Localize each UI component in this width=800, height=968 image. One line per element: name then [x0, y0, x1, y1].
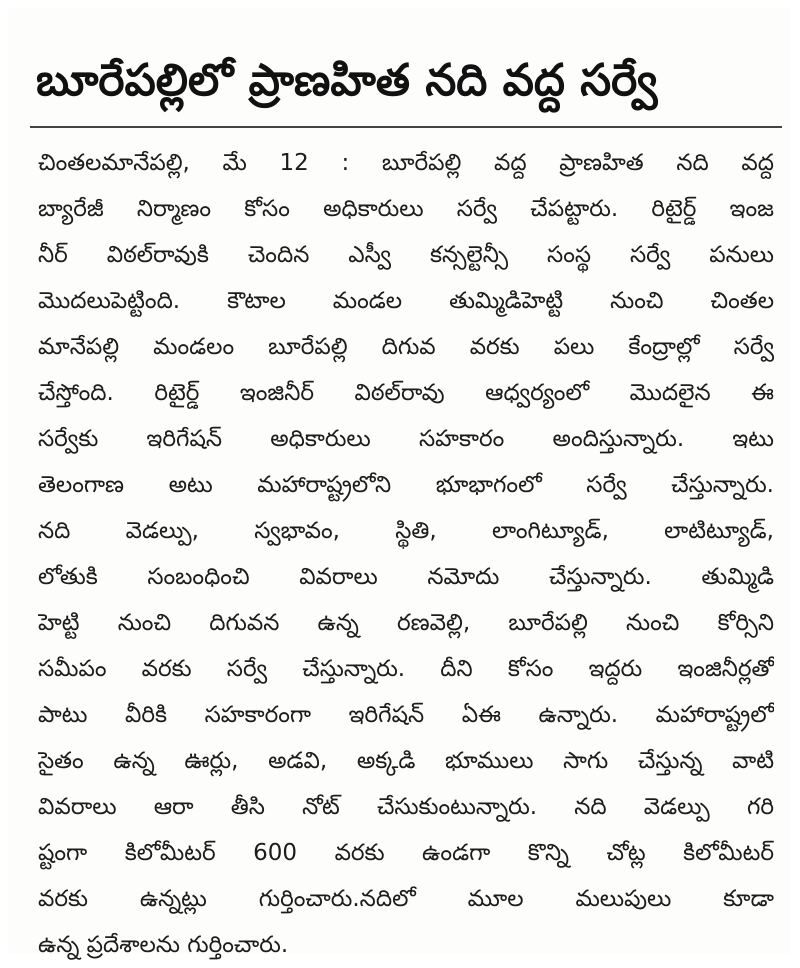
headline: బూరేపల్లిలో ప్రాణహిత నది వద్ద సర్వే — [36, 55, 658, 106]
article-line: నది వెడల్పు, స్వభావం, స్థితి, లాంగిట్యూడ్, లాటిట్యూడ్, — [38, 518, 774, 544]
article-line: బ్యారేజీ నిర్మాణం కోసం అధికారులు సర్వే చేపట్టారు. రిటైర్డ్ ఇంజ — [38, 196, 774, 222]
article-line: లోతుకి సంబంధించి వివరాలు నమోదు చేస్తున్నారు. తుమ్మిడి — [38, 564, 774, 590]
article-line: చింతలమానేపల్లి, మే 12 : బూరేపల్లి వద్ద ప్రాణహిత నది వద్ద — [38, 150, 774, 176]
article-line: సమీపం వరకు సర్వే చేస్తున్నారు. దీని కోసం ఇద్దరు ఇంజినీర్లతో — [38, 656, 774, 682]
article-line: సర్వేకు ఇరిగేషన్ అధికారులు సహకారం అందిస్తున్నారు. ఇటు — [38, 426, 774, 452]
article-line: ష్టంగా కిలోమీటర్ 600 వరకు ఉండగా కొన్ని చోట్ల కిలోమీటర్ — [38, 840, 774, 866]
article-line: చేస్తోంది. రిటైర్డ్ ఇంజినీర్ విఠల్‌రావు ఆధ్వర్యంలో మొదలైన ఈ — [38, 380, 774, 406]
article-line: వివరాలు ఆరా తీసి నోట్ చేసుకుంటున్నారు. నది వెడల్పు గరి — [38, 794, 774, 820]
headline-divider — [30, 126, 782, 128]
article-line: మొదలుపెట్టింది. కౌటాల మండల తుమ్మిడిహెట్టి నుంచి చింతల — [38, 288, 774, 314]
article-line: హెట్టి నుంచి దిగువన ఉన్న రణవెల్లి, బూరేపల్లి నుంచి కోర్సిని — [38, 610, 774, 636]
article-line: మానేపల్లి మండలం బూరేపల్లి దిగువ వరకు పలు కేంద్రాల్లో సర్వే — [38, 334, 774, 360]
article-line: సైతం ఉన్న ఊర్లు, అడవి, అక్కడి భూములు సాగు చేస్తున్న వాటి — [38, 748, 774, 774]
newspaper-clipping — [8, 8, 790, 958]
article-line: నీర్ విఠల్‌రావుకి చెందిన ఎస్వీ కన్సల్టెన్సీ సంస్థ సర్వే పనులు — [38, 242, 774, 268]
article-line: తెలంగాణ అటు మహారాష్ట్రలోని భూభాగంలో సర్వే చేస్తున్నారు. — [38, 472, 774, 498]
article-line: పాటు వీరికి సహకారంగా ఇరిగేషన్ ఏఈ ఉన్నారు. మహారాష్ట్రలో — [38, 702, 774, 728]
article-line: వరకు ఉన్నట్లు గుర్తించారు.నదిలో మూల మలుపులు కూడా — [38, 886, 774, 912]
article-body — [38, 140, 774, 968]
article-line-last: ఉన్న ప్రదేశాలను గుర్తించారు. — [38, 932, 289, 958]
